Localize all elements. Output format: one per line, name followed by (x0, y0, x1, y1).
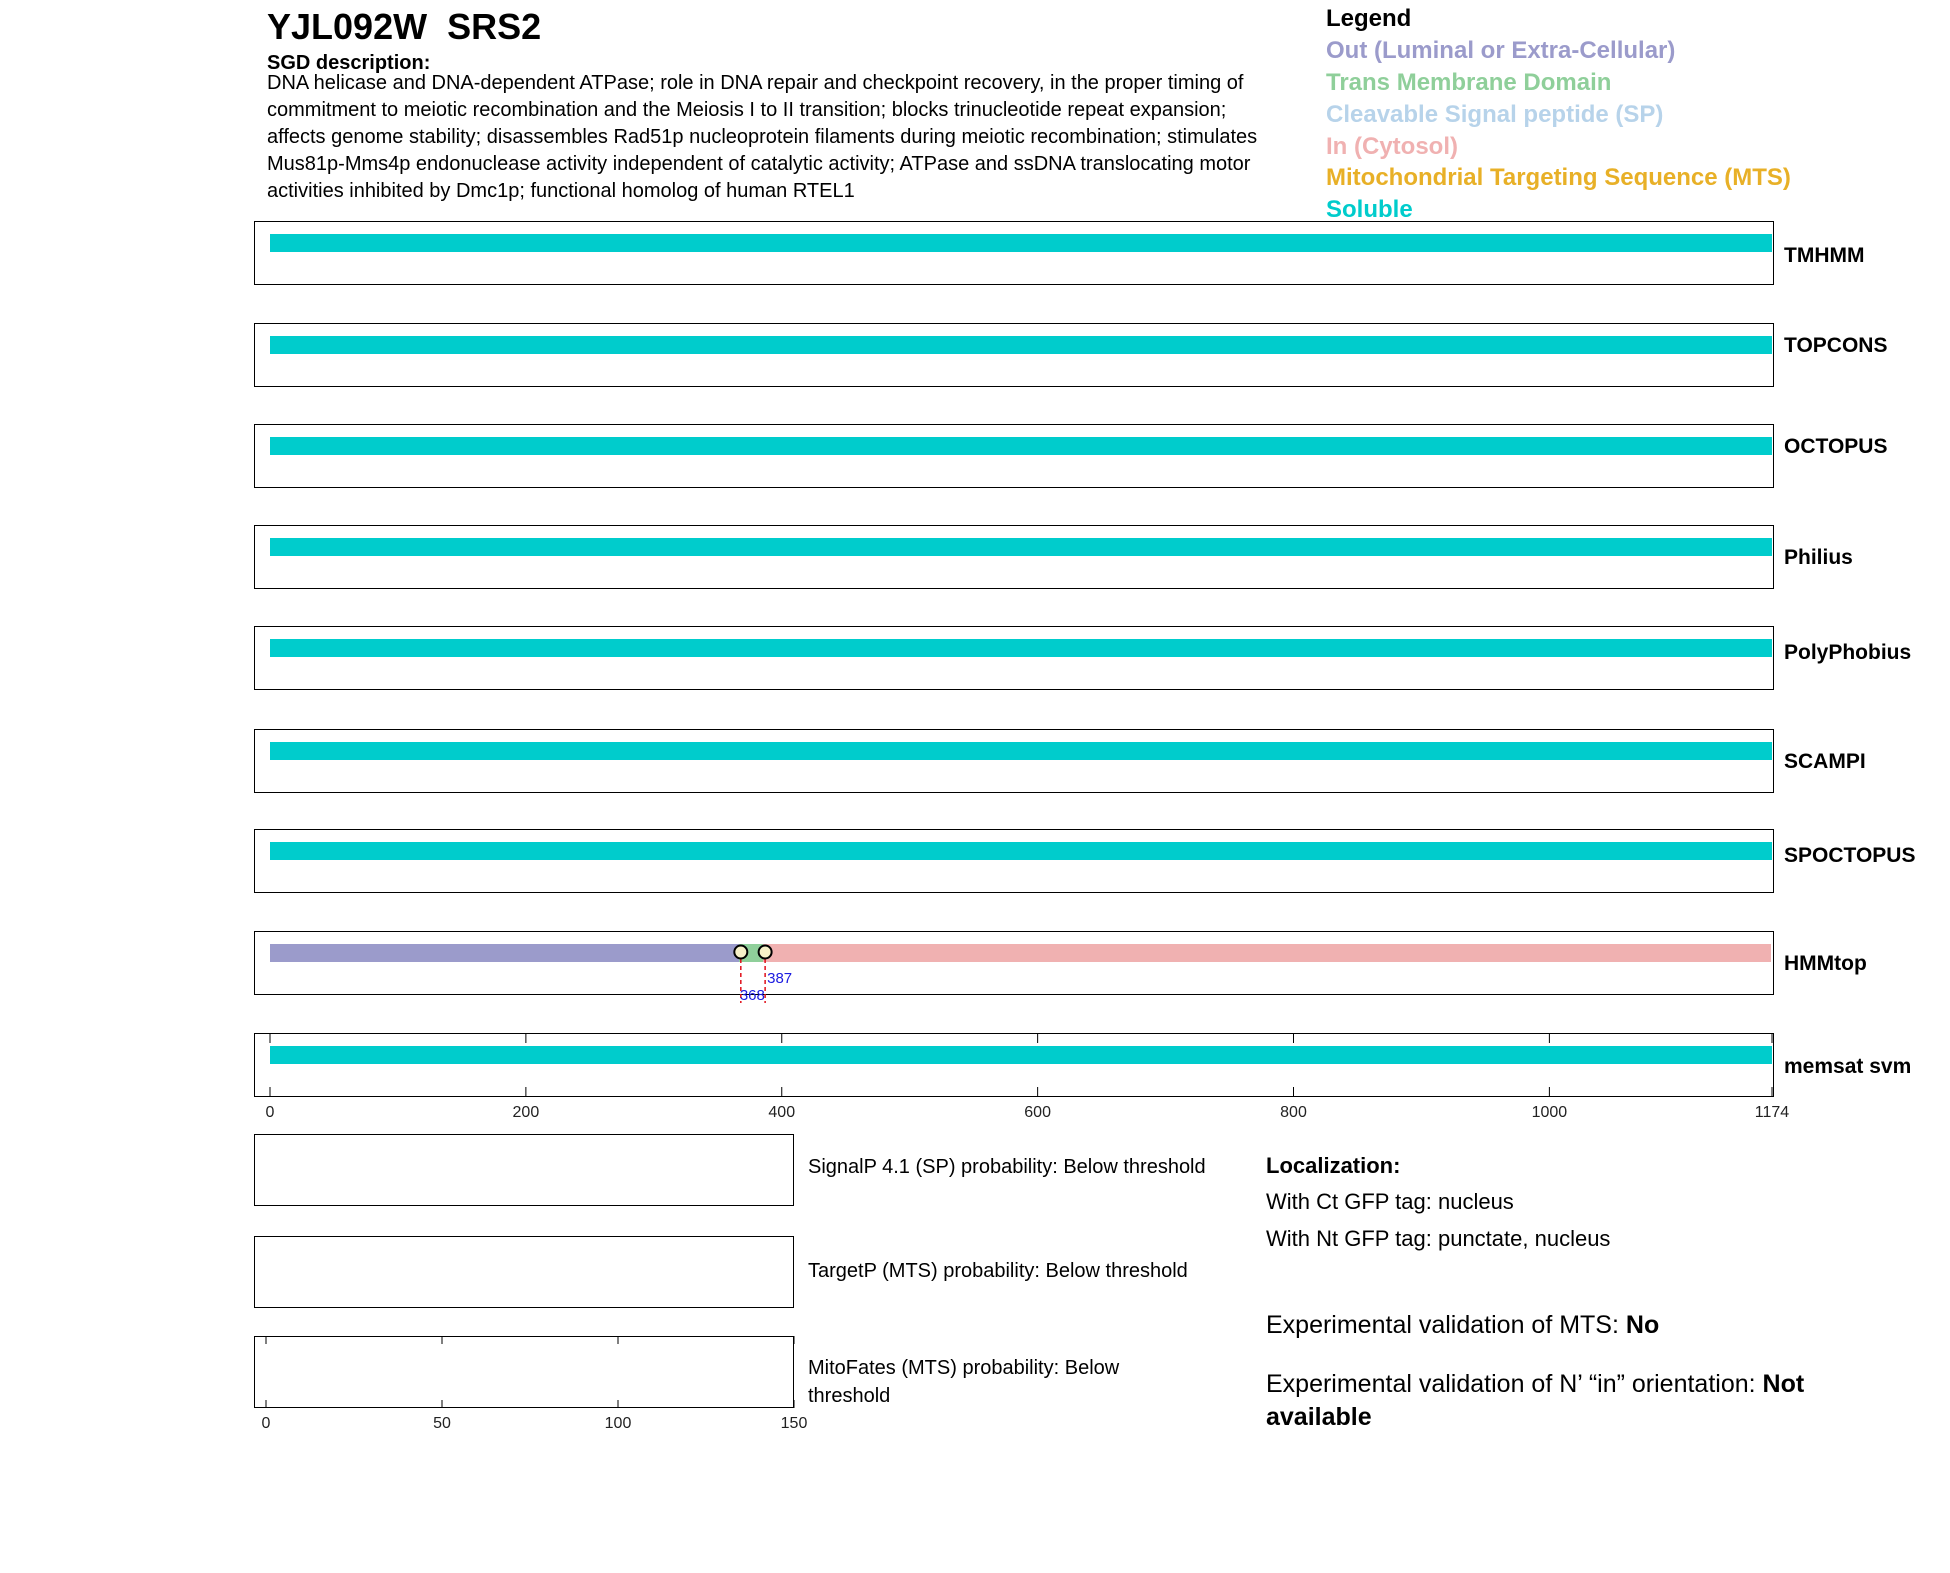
marker-dot (734, 946, 747, 959)
marker-label: 387 (767, 970, 793, 987)
x-tick-label: 400 (768, 1104, 796, 1121)
legend-item-in: In (Cytosol) (1326, 133, 1458, 160)
x-tick-label: 1000 (1531, 1104, 1568, 1121)
mts-validation-value: No (1625, 1311, 1660, 1339)
marker-dot (759, 946, 772, 959)
localization-heading: Localization: (1266, 1153, 1401, 1178)
prob-x-tick-label: 0 (261, 1415, 271, 1432)
signalp-plot (254, 1134, 794, 1206)
x-tick-label: 600 (1024, 1104, 1051, 1121)
legend-item-soluble: Soluble (1326, 196, 1413, 223)
x-tick-label: 200 (512, 1104, 540, 1121)
legend-item-mts: Mitochondrial Targeting Sequence (MTS) (1326, 164, 1791, 191)
x-tick-label: 800 (1280, 1104, 1307, 1121)
mts-validation-label: Experimental validation of MTS: (1266, 1311, 1626, 1339)
track-label: PolyPhobius (1784, 641, 1912, 664)
description-text: DNA helicase and DNA-dependent ATPase; role in DNA repair and checkpoint recovery, in the proper timing of commitment to meiotic recombination and the Meiosis I to II transition; blocks trinucleotide repeat expansion; affects genome stability; disassembles Rad51p nucleoprotein filaments during meiotic recombination; stimulates Mus81p-Mms4p endonuclease activity independent of catalytic activity; ATPase and ssDNA translocating motor activities inhibited by Dmc1p; functional homolog of human RTEL1 (267, 72, 1258, 202)
track-label: Philius (1784, 546, 1853, 569)
nin-validation-value: Not available (1266, 1370, 1805, 1431)
track-label: TMHMM (1784, 244, 1865, 267)
page-title: YJL092W SRS2 (267, 6, 542, 47)
prob-x-tick-label: 150 (780, 1415, 808, 1432)
localization-ct: With Ct GFP tag: nucleus (1266, 1189, 1514, 1214)
legend-item-sp: Cleavable Signal peptide (SP) (1326, 101, 1664, 128)
track-label: SCAMPI (1784, 750, 1866, 773)
targetp-probability: TargetP (MTS) probability: Below threshold (808, 1260, 1188, 1282)
legend-title: Legend (1326, 5, 1412, 32)
mitofates-plot (254, 1336, 794, 1408)
signalp-probability: SignalP 4.1 (SP) probability: Below threshold (808, 1156, 1206, 1178)
description-heading: SGD description: (267, 52, 431, 74)
prob-x-tick-label: 50 (433, 1415, 451, 1432)
nin-validation-label: Experimental validation of N’ “in” orientation: (1266, 1370, 1763, 1398)
track-label: memsat svm (1784, 1055, 1912, 1078)
mts-validation (1266, 1309, 1866, 1342)
targetp-plot (254, 1236, 794, 1308)
marker-label: 368 (739, 987, 765, 1004)
legend-item-out: Out (Luminal or Extra-Cellular) (1326, 37, 1676, 64)
x-tick-label: 1174 (1754, 1104, 1790, 1121)
track-label: TOPCONS (1784, 334, 1888, 357)
track-label: OCTOPUS (1784, 435, 1888, 458)
x-tick-label: 0 (265, 1104, 275, 1121)
mitofates-probability: MitoFates (MTS) probability: Below threshold (808, 1357, 1120, 1407)
legend-item-tm: Trans Membrane Domain (1326, 69, 1612, 96)
track-label: SPOCTOPUS (1784, 844, 1916, 867)
track-label: HMMtop (1784, 952, 1867, 975)
localization-nt: With Nt GFP tag: punctate, nucleus (1266, 1226, 1611, 1251)
nin-validation (1266, 1368, 1866, 1434)
prob-x-tick-label: 100 (604, 1415, 632, 1432)
